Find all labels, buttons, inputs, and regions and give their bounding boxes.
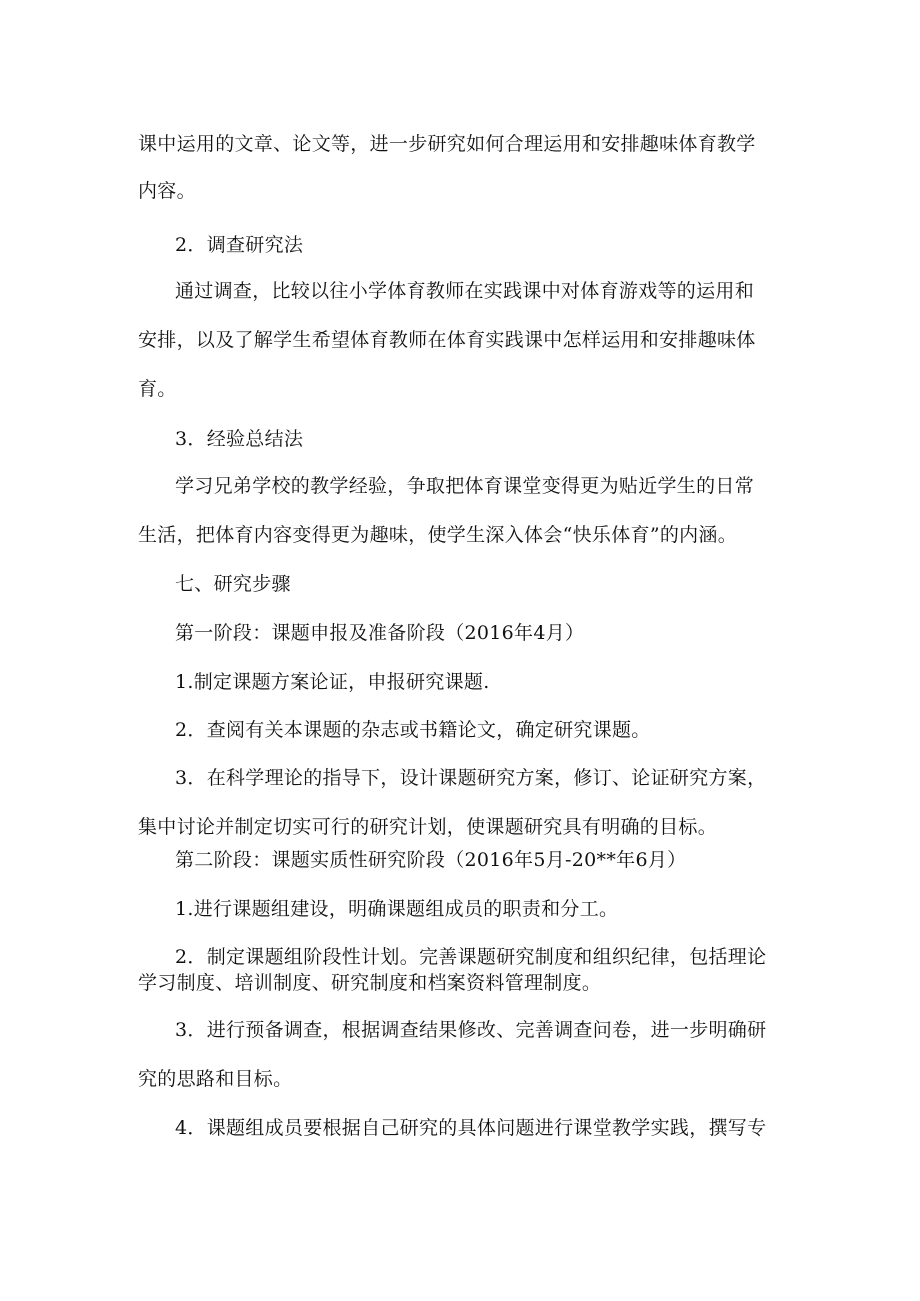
list-item: 3．在科学理论的指导下，设计课题研究方案，修订、论证研究方案， [175, 767, 767, 789]
text-line: 究的思路和目标。 [138, 1068, 293, 1090]
text-line: 课中运用的文章、论文等，进一步研究如何合理运用和安排趣味体育教学 [138, 133, 756, 155]
list-item: 3．进行预备调查，根据调查结果修改、完善调查问卷，进一步明确研 [175, 1019, 767, 1041]
text-line: 育。 [138, 378, 177, 400]
list-item: 2．制定课题组阶段性计划。完善课题研究制度和组织纪律，包括理论 [175, 946, 767, 968]
section-heading: 3．经验总结法 [175, 428, 304, 450]
text-line: 内容。 [138, 180, 196, 202]
text-line: 学习兄弟学校的教学经验，争取把体育课堂变得更为贴近学生的日常 [175, 475, 755, 497]
list-item: 4．课题组成员要根据自己研究的具体问题进行课堂教学实践，撰写专 [175, 1117, 767, 1139]
section-heading: 2．调查研究法 [175, 234, 304, 256]
text-line: 生活，把体育内容变得更为趣味，使学生深入体会“快乐体育”的内涵。 [138, 524, 738, 546]
stage-heading: 第二阶段：课题实质性研究阶段（2016年5月-20**年6月） [175, 849, 687, 871]
text-line: 通过调查，比较以往小学体育教师在实践课中对体育游戏等的运用和 [175, 280, 755, 302]
list-item: 1.进行课题组建设，明确课题组成员的职责和分工。 [175, 898, 619, 920]
text-line: 学习制度、培训制度、研究制度和档案资料管理制度。 [138, 972, 602, 994]
list-item: 2．查阅有关本课题的杂志或书籍论文，确定研究课题。 [175, 719, 651, 741]
list-item: 1.制定课题方案论证，申报研究课题. [175, 671, 490, 693]
text-line: 集中讨论并制定切实可行的研究计划，使课题研究具有明确的目标。 [138, 816, 718, 838]
section-heading: 七、研究步骤 [175, 573, 291, 595]
text-line: 安排，以及了解学生希望体育教师在体育实践课中怎样运用和安排趣味体 [138, 329, 756, 351]
stage-heading: 第一阶段：课题申报及准备阶段（2016年4月） [175, 622, 585, 644]
